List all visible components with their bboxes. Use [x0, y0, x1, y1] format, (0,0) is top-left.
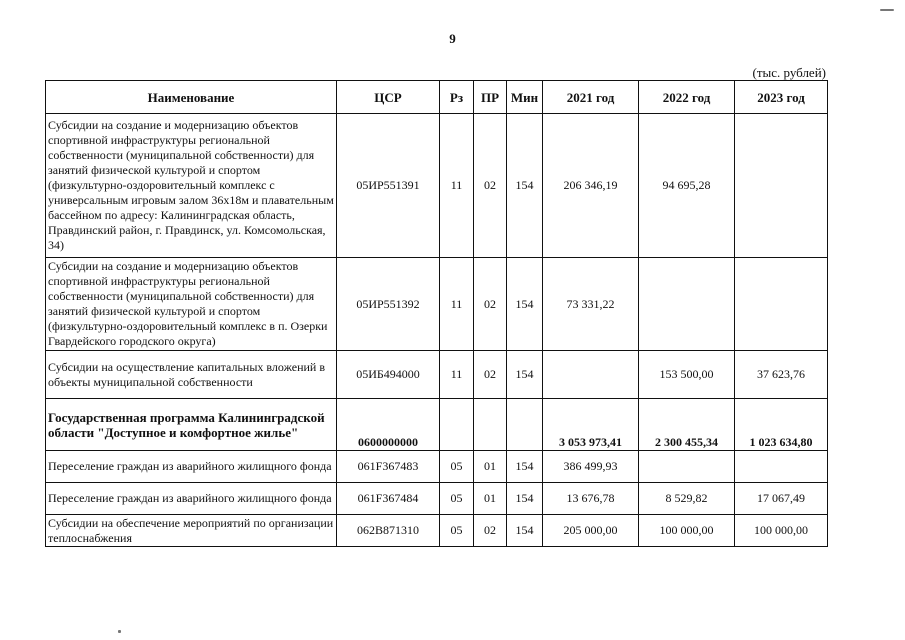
row-csr: 05ИР551391: [337, 114, 440, 258]
row-2021: 386 499,93: [543, 451, 639, 483]
row-pr: 02: [474, 515, 507, 547]
row-2023: 17 067,49: [735, 483, 828, 515]
row-pr: [474, 399, 507, 451]
row-2021: 205 000,00: [543, 515, 639, 547]
row-csr: 061F367484: [337, 483, 440, 515]
row-min: 154: [507, 351, 543, 399]
table-row: [46, 451, 828, 483]
budget-table: [45, 80, 828, 547]
row-rz: 05: [440, 451, 474, 483]
row-2023: [735, 114, 828, 258]
row-min: 154: [507, 483, 543, 515]
row-2022: 153 500,00: [639, 351, 735, 399]
table-row: [46, 114, 828, 258]
row-2022: 94 695,28: [639, 114, 735, 258]
row-rz: 05: [440, 483, 474, 515]
row-name: Субсидии на создание и модернизацию объектов спортивной инфраструктуры региональной собственности (муниципальной собственности) для занятий физической культурой и спортом (физкультурно-оздоровительный комплекс в п. Озерки Гвардейского городского округа): [46, 258, 337, 351]
table-row: [46, 258, 828, 351]
table-row: [46, 351, 828, 399]
table-row: [46, 483, 828, 515]
units-note: (тыс. рублей): [752, 65, 826, 80]
page-number: 9: [449, 31, 456, 46]
row-csr: 05ИР551392: [337, 258, 440, 351]
row-2022: [639, 451, 735, 483]
table-header-row: [46, 81, 828, 114]
row-2022: 8 529,82: [639, 483, 735, 515]
row-2021: 206 346,19: [543, 114, 639, 258]
row-name: Субсидии на создание и модернизацию объектов спортивной инфраструктуры региональной собственности (муниципальной собственности) для занятий физической культурой и спортом (физкультурно-оздоровительный комплекс с универсальным игровым залом 36х18м и плавательным бассейном по адресу: Калининградская область, Правдинский район, г. Правдинск, ул. Комсомольская, 34): [46, 114, 337, 258]
row-2023: 1 023 634,80: [735, 399, 828, 451]
header-pr: ПР: [474, 81, 507, 114]
row-rz: 11: [440, 351, 474, 399]
row-2021: 73 331,22: [543, 258, 639, 351]
row-csr: 061F367483: [337, 451, 440, 483]
row-pr: 01: [474, 451, 507, 483]
row-2023: [735, 258, 828, 351]
row-rz: [440, 399, 474, 451]
row-name: Переселение граждан из аварийного жилищного фонда: [46, 451, 337, 483]
row-min: [507, 399, 543, 451]
row-2021: 13 676,78: [543, 483, 639, 515]
row-2022: 100 000,00: [639, 515, 735, 547]
row-pr: 01: [474, 483, 507, 515]
header-min: Мин: [507, 81, 543, 114]
row-rz: 11: [440, 114, 474, 258]
row-2021: [543, 351, 639, 399]
row-pr: 02: [474, 258, 507, 351]
header-name: Наименование: [46, 81, 337, 114]
row-csr: 0600000000: [337, 399, 440, 451]
row-2023: 100 000,00: [735, 515, 828, 547]
row-pr: 02: [474, 114, 507, 258]
header-2023: 2023 год: [735, 81, 828, 114]
row-name: Государственная программа Калининградской области "Доступное и комфортное жилье": [46, 399, 337, 451]
header-csr: ЦСР: [337, 81, 440, 114]
header-2021: 2021 год: [543, 81, 639, 114]
row-2023: [735, 451, 828, 483]
row-name: Субсидии на обеспечение мероприятий по организации теплоснабжения: [46, 515, 337, 547]
row-csr: 062B871310: [337, 515, 440, 547]
row-name: Переселение граждан из аварийного жилищного фонда: [46, 483, 337, 515]
row-min: 154: [507, 114, 543, 258]
header-rz: Рз: [440, 81, 474, 114]
row-2022: 2 300 455,34: [639, 399, 735, 451]
row-min: 154: [507, 451, 543, 483]
row-min: 154: [507, 515, 543, 547]
row-2023: 37 623,76: [735, 351, 828, 399]
table-row-program: [46, 399, 828, 451]
row-2022: [639, 258, 735, 351]
scan-mark-bottom-left: [118, 630, 121, 633]
row-name: Субсидии на осуществление капитальных вложений в объекты муниципальной собственности: [46, 351, 337, 399]
row-2021: 3 053 973,41: [543, 399, 639, 451]
row-csr: 05ИБ494000: [337, 351, 440, 399]
row-rz: 11: [440, 258, 474, 351]
header-2022: 2022 год: [639, 81, 735, 114]
row-min: 154: [507, 258, 543, 351]
scan-mark-top-right: [880, 9, 894, 11]
row-rz: 05: [440, 515, 474, 547]
table-row: [46, 515, 828, 547]
row-pr: 02: [474, 351, 507, 399]
